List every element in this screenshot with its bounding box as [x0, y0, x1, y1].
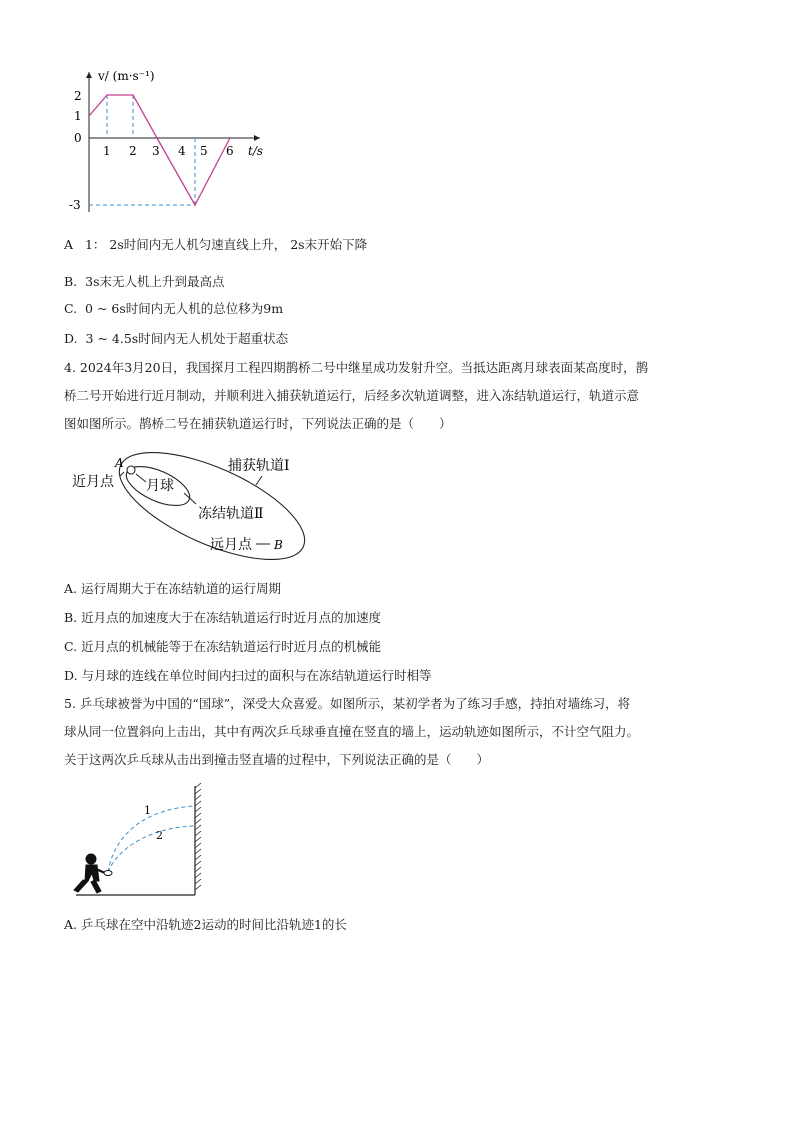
y-axis-label: v/ (m·s⁻¹): [98, 69, 155, 83]
q3-option-d: [64, 330, 288, 348]
player-silhouette: [74, 854, 105, 893]
q4-stem-line-2: 桥二号开始进行近月制动，并顺利进入捕获轨道运行，后经多次轨道调整，进入冻结轨道运行，轨道示意: [64, 388, 640, 403]
option-text: 3 ~ 4.5s时间内无人机处于超重状态: [85, 331, 289, 346]
frozen-orbit-label: 冻结轨道Ⅱ: [198, 506, 264, 522]
x-tick-5: 5: [200, 144, 208, 158]
q3-option-a: [64, 236, 367, 254]
wall-hatching: [195, 783, 201, 890]
q5-stem-line-3: 关于这两次乒乓球从击出到撞击竖直墙的过程中，下列说法正确的是（ ）: [64, 752, 490, 767]
vt-graph: [60, 62, 280, 222]
option-letter: A.: [64, 581, 78, 596]
option-text: 1： 2s时间内无人机匀速直线上升， 2s末开始下降: [84, 237, 368, 252]
q5-stem: [64, 690, 732, 774]
table-tennis-diagram: [64, 782, 214, 900]
q5-stem-line-1: 5. 乒乓球被誉为中国的“国球”，深受大众喜爱。如图所示，某初学者为了练习手感，持拍对墙练习，将: [64, 696, 631, 711]
option-letter: B.: [64, 274, 78, 289]
q4-option-b: [64, 609, 381, 627]
option-text: 近月点的机械能等于在冻结轨道运行时近月点的机械能: [81, 639, 382, 654]
moon-label: 月球: [146, 478, 174, 494]
moon-leader: [136, 474, 146, 482]
capture-orbit-leader: [256, 476, 262, 485]
x-axis-label: t/s: [248, 144, 264, 158]
q3-option-b: [64, 273, 225, 291]
capture-orbit-label: 捕获轨道Ⅰ: [228, 458, 290, 474]
q4-option-d: [64, 667, 432, 685]
x-tick-2: 2: [129, 144, 137, 158]
option-text: 3s末无人机上升到最高点: [85, 274, 225, 289]
q4-stem-line-1: 4. 2024年3月20日，我国探月工程四期鹊桥二号中继星成功发射升空。当抵达距离月球表面某高度时，鹊: [64, 360, 649, 375]
x-tick-3: 3: [152, 144, 160, 158]
trajectory-2: [108, 826, 195, 872]
y-tick-0: 0: [74, 131, 82, 145]
near-moon-label: 近月点: [72, 474, 114, 490]
y-tick-1: 1: [74, 109, 82, 123]
option-letter: A.: [64, 917, 78, 932]
point-a-label: A: [115, 456, 124, 470]
option-letter: B.: [64, 610, 78, 625]
y-tick-neg3: -3: [69, 198, 81, 212]
x-tick-4: 4: [178, 144, 186, 158]
y-tick-2: 2: [74, 89, 82, 103]
option-letter: C.: [64, 639, 78, 654]
option-letter: A: [64, 237, 74, 252]
trajectory-1: [108, 806, 195, 872]
q5-option-a: [64, 916, 347, 934]
option-text: 近月点的加速度大于在冻结轨道运行时近月点的加速度: [81, 610, 382, 625]
option-text: 乒乓球在空中沿轨迹2运动的时间比沿轨迹1的长: [81, 917, 347, 932]
q4-stem: [64, 354, 732, 438]
q4-option-a: [64, 580, 281, 598]
point-b-label: B: [274, 538, 283, 552]
orbit-diagram: [64, 448, 324, 570]
probe-marker: [127, 466, 135, 474]
q4-stem-line-3: 图如图所示。鹊桥二号在捕获轨道运行时，下列说法正确的是（ ）: [64, 416, 452, 431]
paddle: [104, 871, 112, 876]
trajectory-2-label: 2: [156, 829, 163, 842]
q3-option-c: [64, 300, 283, 318]
trajectory-1-label: 1: [144, 804, 151, 817]
option-text: 0 ~ 6s时间内无人机的总位移为9m: [85, 301, 284, 316]
option-letter: D.: [64, 331, 78, 346]
near-point-leader: [120, 472, 124, 476]
q5-stem-line-2: 球从同一位置斜向上击出，其中有两次乒乓球垂直撞在竖直的墙上，运动轨迹如图所示，不计空气阻力。: [64, 724, 640, 739]
option-letter: D.: [64, 668, 78, 683]
q4-option-c: [64, 638, 381, 656]
x-tick-6: 6: [226, 144, 234, 158]
option-letter: C.: [64, 301, 78, 316]
far-moon-label: 远月点: [210, 537, 252, 553]
option-text: 与月球的连线在单位时间内扫过的面积与在冻结轨道运行时相等: [81, 668, 432, 683]
x-tick-1: 1: [103, 144, 111, 158]
option-text: 运行周期大于在冻结轨道的运行周期: [81, 581, 282, 596]
